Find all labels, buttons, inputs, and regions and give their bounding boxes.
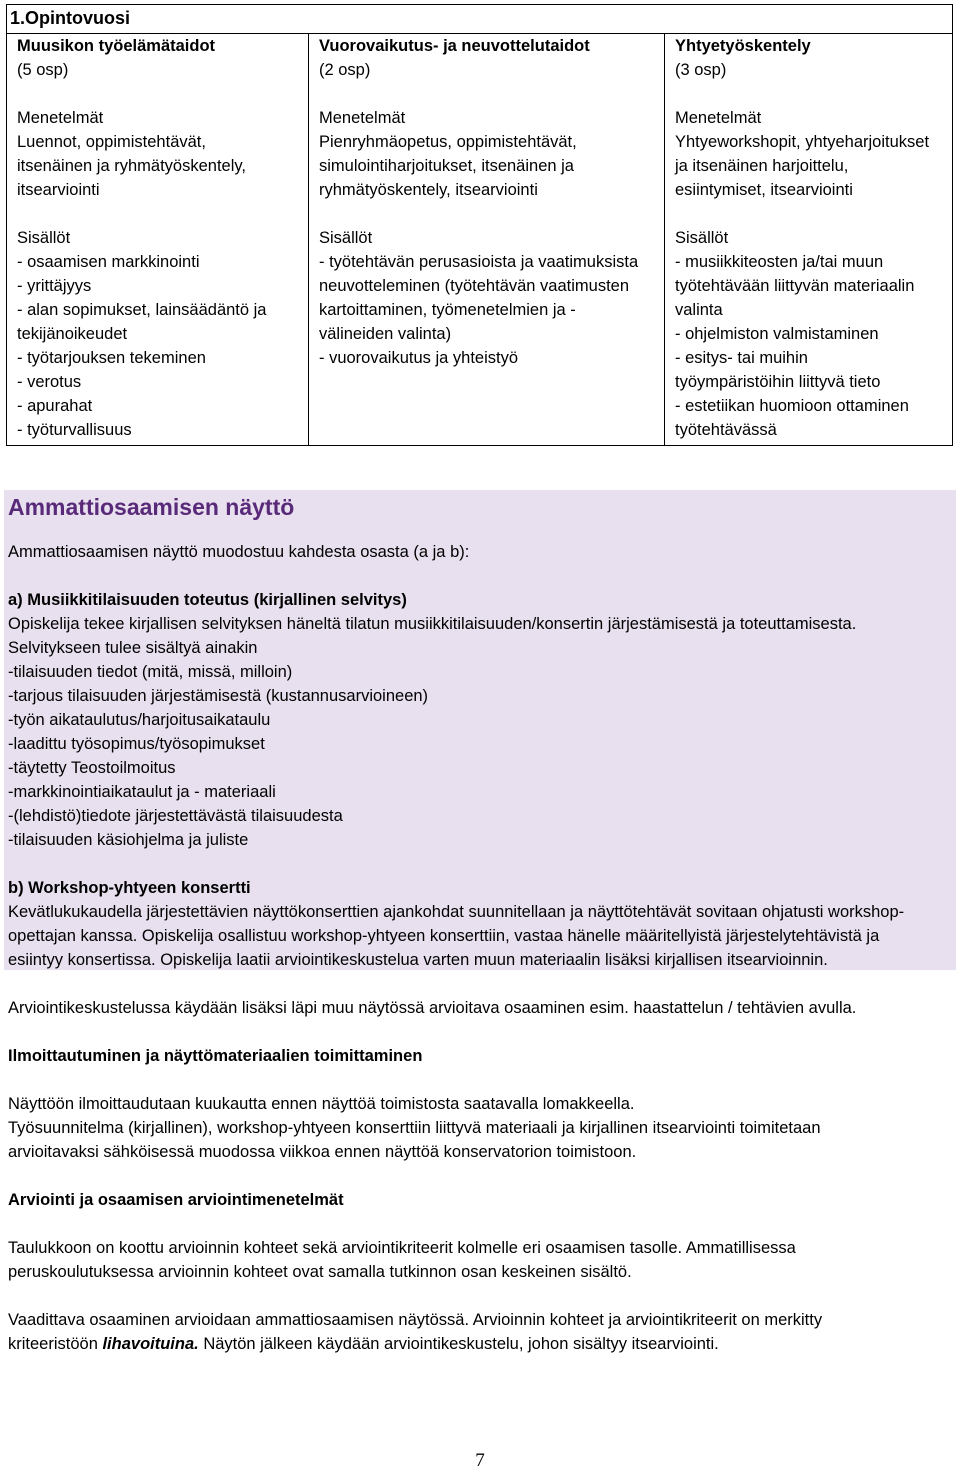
- course-credits: (3 osp): [675, 61, 727, 79]
- document-body: [8, 490, 952, 1356]
- course-cell-1: [7, 34, 309, 446]
- contents-line: - verotus: [17, 373, 82, 391]
- methods-line: itsenäinen ja ryhmätyöskentely,: [17, 157, 246, 175]
- contents-line: työympäristöihin liittyvä tieto: [675, 373, 881, 391]
- registration-line: arvioitavaksi sähköisessä muodossa viikkoa ennen näyttöä konservatorion toimistoon.: [8, 1143, 637, 1161]
- contents-line: tekijänoikeudet: [17, 325, 128, 343]
- demo-intro: Ammattiosaamisen näyttö muodostuu kahdesta osasta (a ja b):: [8, 543, 470, 561]
- methods-label: Menetelmät: [319, 109, 406, 127]
- part-b-line: opettajan kanssa. Opiskelija osallistuu workshop-yhtyeen konserttiin, vastaa hänelle määritellyistä järjestelytehtävistä ja: [8, 927, 880, 945]
- final-text-emphasis: lihavoituina.: [102, 1335, 199, 1353]
- contents-line: - työturvallisuus: [17, 421, 132, 439]
- part-a-item: -tilaisuuden käsiohjelma ja juliste: [8, 831, 249, 849]
- final-line: Vaadittava osaaminen arvioidaan ammattiosaamisen näytössä. Arvioinnin kohteet ja arviointikriteerit on merkitty: [8, 1311, 823, 1329]
- course-cell-2: [309, 34, 665, 446]
- part-a-title: a) Musiikkitilaisuuden toteutus (kirjallinen selvitys): [8, 591, 407, 609]
- contents-line: - työtehtävän perusasioista ja vaatimuksista: [319, 253, 639, 271]
- course-credits: (5 osp): [17, 61, 69, 79]
- course-cell-3: [665, 34, 953, 446]
- registration-line: Työsuunnitelma (kirjallinen), workshop-yhtyeen konserttiin liittyvä materiaali ja kirjallinen itsearviointi toimitetaan: [8, 1119, 821, 1137]
- methods-line: itsearviointi: [17, 181, 100, 199]
- contents-line: - alan sopimukset, lainsäädäntö ja: [17, 301, 267, 319]
- course-title: Yhtyetyöskentely: [675, 37, 811, 55]
- contents-label: Sisällöt: [675, 229, 729, 247]
- registration-title: Ilmoittautuminen ja näyttömateriaalien toimittaminen: [8, 1047, 423, 1065]
- assessment-line: Taulukkoon on koottu arvioinnin kohteet sekä arviointikriteerit kolmelle eri osaamisen tasolle. Ammatillisessa: [8, 1239, 796, 1257]
- contents-line: - yrittäjyys: [17, 277, 92, 295]
- contents-line: - osaamisen markkinointi: [17, 253, 200, 271]
- contents-line: työtehtävässä: [675, 421, 777, 439]
- assessment-line: peruskoulutuksessa arvioinnin kohteet ovat samalla tutkinnon osan keskeinen sisältö.: [8, 1263, 632, 1281]
- final-text-pre: kriteeristöön: [8, 1335, 103, 1353]
- contents-line: työtehtävään liittyvän materiaalin: [675, 277, 915, 295]
- contents-label: Sisällöt: [17, 229, 71, 247]
- contents-line: - vuorovaikutus ja yhteistyö: [319, 349, 519, 367]
- contents-line: neuvotteleminen (työtehtävän vaatimusten: [319, 277, 630, 295]
- contents-line: - musiikkiteosten ja/tai muun: [675, 253, 884, 271]
- course-title: Vuorovaikutus- ja neuvottelutaidot: [319, 37, 590, 55]
- assessment-title: Arviointi ja osaamisen arviointimenetelmät: [8, 1191, 344, 1209]
- part-b-line: Kevätlukukaudella järjestettävien näyttökonserttien ajankohdat suunnitellaan ja näyttötehtävät sovitaan ohjatusti workshop-: [8, 903, 905, 921]
- methods-line: Yhtyeworkshopit, yhtyeharjoitukset: [675, 133, 930, 151]
- contents-line: kartoittaminen, työmenetelmien ja -: [319, 301, 576, 319]
- methods-line: Luennot, oppimistehtävät,: [17, 133, 206, 151]
- part-b-title: b) Workshop-yhtyeen konsertti: [8, 879, 251, 897]
- part-a-item: -täytetty Teostoilmoitus: [8, 759, 176, 777]
- contents-label: Sisällöt: [319, 229, 373, 247]
- demo-heading: Ammattiosaamisen näyttö: [8, 494, 295, 520]
- evaluation-paragraph: Arviointikeskustelussa käydään lisäksi läpi muu näytössä arvioitava osaaminen esim. haastattelun / tehtävien avulla.: [8, 999, 857, 1017]
- contents-line: valinta: [675, 301, 723, 319]
- methods-line: ja itsenäinen harjoittelu,: [675, 157, 849, 175]
- contents-line: - apurahat: [17, 397, 93, 415]
- part-a-item: -(lehdistö)tiedote järjestettävästä tilaisuudesta: [8, 807, 343, 825]
- page-number: 7: [475, 1450, 485, 1471]
- course-credits: (2 osp): [319, 61, 371, 79]
- methods-line: ryhmätyöskentely, itsearviointi: [319, 181, 538, 199]
- course-table: [6, 4, 953, 446]
- methods-line: Pienryhmäopetus, oppimistehtävät,: [319, 133, 577, 151]
- contents-line: - ohjelmiston valmistaminen: [675, 325, 879, 343]
- final-text-post: Näytön jälkeen käydään arviointikeskustelu, johon sisältyy itsearviointi.: [198, 1335, 719, 1353]
- part-a-item: -laadittu työsopimus/työsopimukset: [8, 735, 265, 753]
- part-a-item: -markkinointiaikataulut ja - materiaali: [8, 783, 276, 801]
- contents-line: - estetiikan huomioon ottaminen: [675, 397, 909, 415]
- methods-label: Menetelmät: [17, 109, 104, 127]
- methods-line: esiintymiset, itsearviointi: [675, 181, 853, 199]
- methods-line: simulointiharjoitukset, itsenäinen ja: [319, 157, 574, 175]
- contents-line: välineiden valinta): [319, 325, 452, 343]
- part-a-item: -tarjous tilaisuuden järjestämisestä (kustannusarvioineen): [8, 687, 429, 705]
- methods-label: Menetelmät: [675, 109, 762, 127]
- part-a-item: -tilaisuuden tiedot (mitä, missä, milloin): [8, 663, 293, 681]
- course-title: Muusikon työelämätaidot: [17, 37, 216, 55]
- contents-line: - työtarjouksen tekeminen: [17, 349, 206, 367]
- final-line-2: [8, 1332, 952, 1356]
- part-a-list-intro: Selvitykseen tulee sisältyä ainakin: [8, 639, 258, 657]
- part-a-text: Opiskelija tekee kirjallisen selvityksen häneltä tilatun musiikkitilaisuuden/konsertin järjestämisestä ja toteuttamisesta.: [8, 615, 857, 633]
- part-b-line: esiintyy konsertissa. Opiskelija laatii arviointikeskustelua varten muun materiaalin lisäksi kirjallisen itsearvioinnin.: [8, 951, 828, 969]
- contents-line: - esitys- tai muihin: [675, 349, 808, 367]
- table-header: 1.Opintovuosi: [7, 5, 953, 34]
- registration-line: Näyttöön ilmoittaudutaan kuukautta ennen näyttöä toimistosta saatavalla lomakkeella.: [8, 1095, 635, 1113]
- part-a-item: -työn aikataulutus/harjoitusaikataulu: [8, 711, 271, 729]
